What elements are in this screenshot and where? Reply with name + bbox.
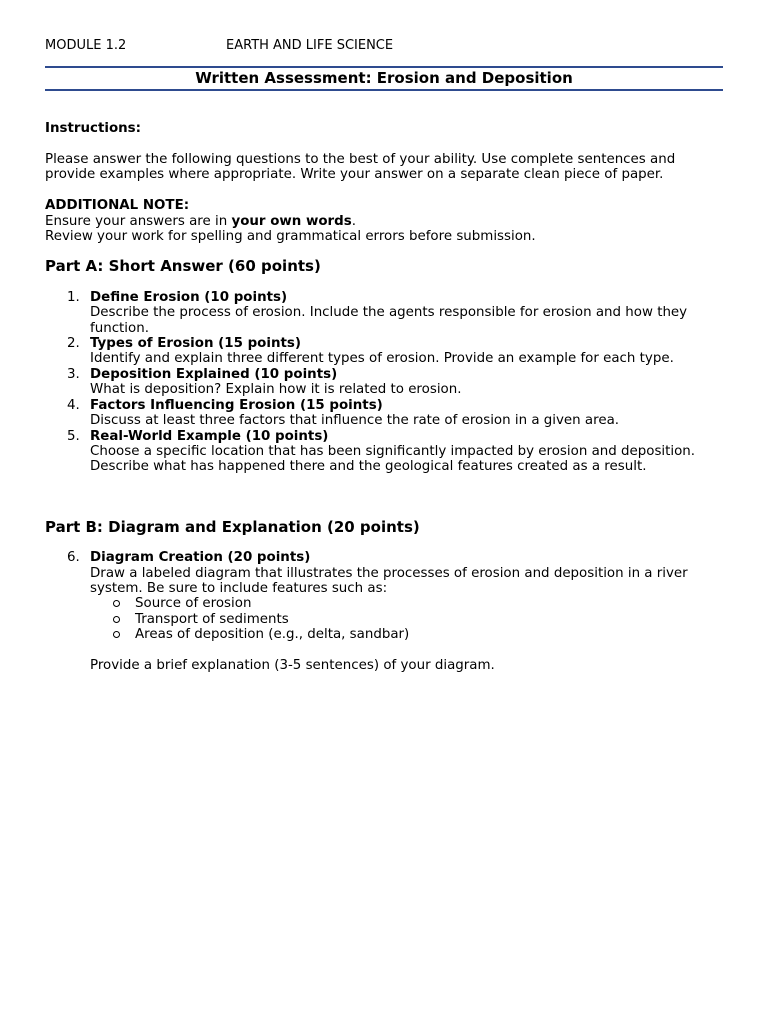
hollow-circle-bullet-icon (113, 600, 120, 607)
question-title: Real-World Example (10 points) (90, 428, 329, 444)
part-a-heading: Part A: Short Answer (60 points) (45, 257, 321, 276)
feature-text: Transport of sediments (135, 611, 289, 627)
note-line-1-emphasis: your own words (231, 213, 352, 229)
document-title: Written Assessment: Erosion and Deposition (45, 66, 723, 91)
question-text: Draw a labeled diagram that illustrates the processes of erosion and deposition in a river system. Be sure to include features such as: (90, 565, 688, 596)
hollow-circle-bullet-icon (113, 616, 120, 623)
feature-item (90, 612, 723, 627)
note-line-1 (45, 214, 723, 229)
subject-label: EARTH AND LIFE SCIENCE (226, 38, 394, 53)
question-text: Describe the process of erosion. Include the agents responsible for erosion and how they function. (90, 305, 688, 336)
note-line-1-suffix: . (351, 213, 356, 229)
instructions-heading: Instructions: (45, 121, 142, 136)
question-number: 5. (67, 428, 80, 444)
question-number: 1. (67, 289, 80, 305)
question-title: Factors Influencing Erosion (15 points) (90, 397, 383, 413)
question-title: Define Erosion (10 points) (90, 289, 288, 305)
part-a-question-list (45, 290, 723, 475)
question-item (45, 550, 723, 642)
page-header (45, 38, 723, 54)
question-text: What is deposition? Explain how it is related to erosion. (90, 382, 462, 398)
question-item (45, 398, 723, 429)
question-item (45, 336, 723, 367)
part-b-heading: Part B: Diagram and Explanation (20 points) (45, 517, 420, 536)
part-b-question-list (45, 550, 723, 642)
feature-list (90, 596, 723, 642)
additional-note-heading: ADDITIONAL NOTE: (45, 198, 190, 214)
instructions-text: Please answer the following questions to the best of your ability. Use complete sentences and provide examples where appropriate. Write your answer on a separate clean piece of paper. (45, 151, 676, 183)
question-number: 2. (67, 336, 80, 352)
question-text: Identify and explain three different types of erosion. Provide an example for each type. (90, 351, 674, 367)
question-title: Deposition Explained (10 points) (90, 366, 338, 382)
feature-item (90, 596, 723, 611)
question-item (45, 429, 723, 475)
diagram-explanation-instruction: Provide a brief explanation (3-5 sentences) of your diagram. (90, 658, 495, 674)
question-title: Types of Erosion (15 points) (90, 336, 301, 352)
feature-text: Source of erosion (135, 596, 252, 612)
hollow-circle-bullet-icon (113, 631, 120, 638)
question-number: 3. (67, 366, 80, 382)
feature-text: Areas of deposition (e.g., delta, sandbar) (135, 627, 410, 643)
question-text: Choose a specific location that has been significantly impacted by erosion and deposition. Describe what has happened there and the geological features created as a result. (90, 443, 696, 475)
document-page (45, 38, 723, 673)
feature-item (90, 627, 723, 642)
note-line-1-prefix: Ensure your answers are in (45, 213, 232, 229)
question-number: 6. (67, 550, 80, 566)
question-item (45, 367, 723, 398)
question-number: 4. (67, 397, 80, 413)
question-item (45, 290, 723, 336)
module-label: MODULE 1.2 (45, 38, 127, 53)
note-line-2: Review your work for spelling and grammatical errors before submission. (45, 229, 536, 245)
question-text: Discuss at least three factors that influence the rate of erosion in a given area. (90, 413, 620, 429)
question-title: Diagram Creation (20 points) (90, 550, 311, 566)
